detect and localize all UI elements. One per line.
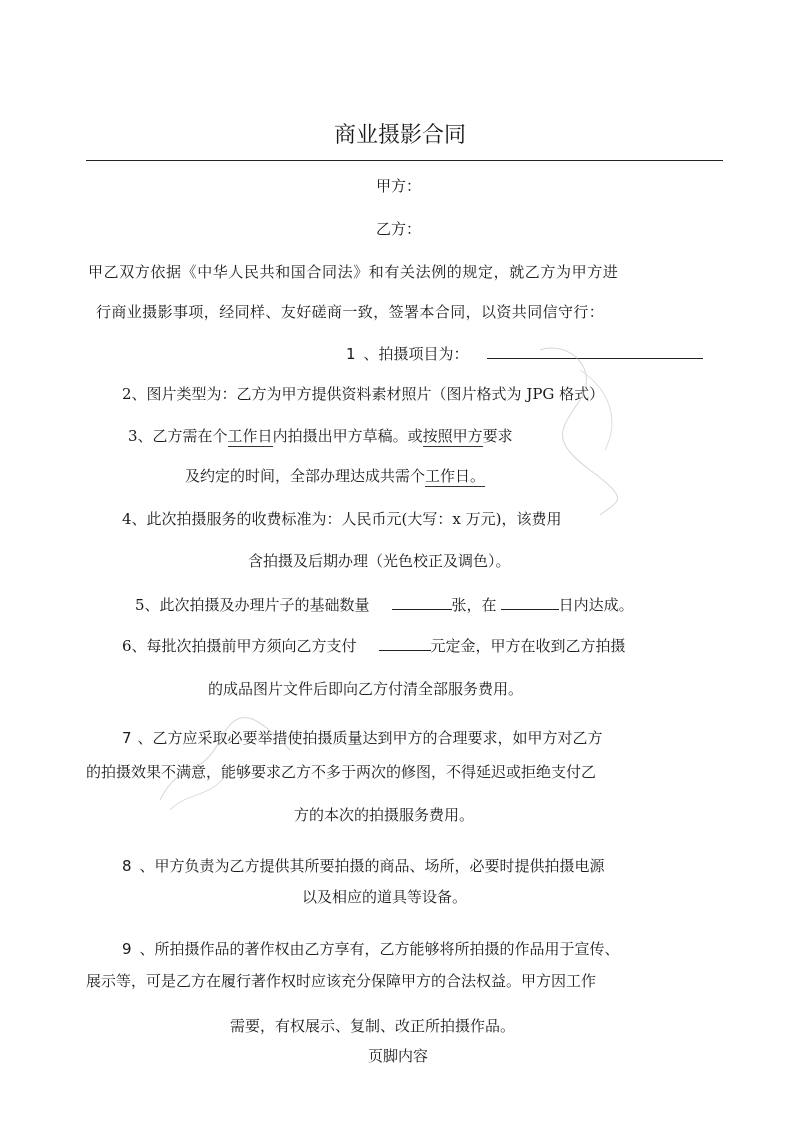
watermark-smudge (150, 700, 300, 820)
clause-1-text: 、拍摄项目为： (363, 345, 469, 363)
clause-9-line-2: 展示等，可是乙方在履行著作权时应该充分保障甲方的合法权益。甲方因工作 (86, 972, 597, 990)
days-blank (501, 595, 559, 610)
clause-5-text-c: 日内达成。 (558, 596, 634, 614)
clause-5-text-a: 5、此次拍摄及办理片子的基础数量 (135, 596, 370, 614)
clause-8-line-2: 以及相应的道具等设备。 (302, 888, 468, 906)
clause-3-text-c: 要求 (482, 427, 513, 445)
clause-6-line-1 (122, 636, 626, 656)
clause-8-text: 、甲方负责为乙方提供其所要拍摄的商品、场所，必要时提供拍摄电源 (139, 857, 605, 875)
clause-9-line-3: 需要，有权展示、复制、改正所拍摄作品。 (230, 1017, 516, 1035)
watermark-smudge (520, 330, 640, 520)
clause-7-text: 、乙方应采取必要举措使拍摄质量达到甲方的合理要求，如甲方对乙方 (137, 729, 603, 747)
clause-5-text-b: 张，在 (451, 596, 497, 614)
clause-3-line-2 (185, 466, 485, 486)
clause-1-number: 1 (346, 345, 356, 363)
page-footer: 页脚内容 (368, 1047, 429, 1065)
clause-9-line-1 (122, 939, 620, 959)
clause-3-text-b: 内拍摄出甲方草稿。或 (272, 427, 423, 445)
page-title: 商业摄影合同 (333, 123, 466, 148)
clause-3-underline-workday-2: 工作日。 (425, 467, 486, 485)
title-divider (86, 160, 723, 161)
clause-8-number: 8 (122, 857, 132, 875)
clause-3-line-1 (128, 426, 513, 446)
clause-9-text: 、所拍摄作品的著作权由乙方享有，乙方能够将所拍摄的作品用于宣传、 (139, 940, 620, 958)
party-b-label: 乙方： (376, 220, 422, 238)
clause-3-underline-per-party-a: 按照甲方 (422, 427, 483, 445)
clause-4-line-2: 含拍摄及后期办理（光色校正及调色）。 (248, 552, 511, 570)
quantity-blank (392, 595, 452, 610)
clause-9-number: 9 (122, 940, 132, 958)
clause-8-line-1 (122, 856, 605, 876)
clause-4-line-1: 4、此次拍摄服务的收费标准为：人民币元(大写：x 万元)，该费用 (122, 510, 562, 528)
clause-6-text-a: 6、每批次拍摄前甲方须向乙方支付 (122, 637, 357, 655)
clause-7-line-2: 的拍摄效果不满意，能够要求乙方不多于两次的修图，不得延迟或拒绝支付乙 (86, 763, 597, 781)
deposit-blank (379, 636, 431, 651)
clause-6-text-b: 元定金，甲方在收到乙方拍摄 (430, 637, 626, 655)
preamble-line-1: 甲乙双方依据《中华人民共和国合同法》和有关法例的规定，就乙方为甲方进 (88, 263, 619, 281)
preamble-line-2: 行商业摄影事项，经同样、友好磋商一致，签署本合同，以资共同信守行： (96, 303, 605, 321)
clause-5 (135, 595, 634, 615)
clause-7-line-3: 方的本次的拍摄服务费用。 (294, 806, 475, 824)
clause-3-underline-workday: 工作日 (227, 427, 273, 445)
clause-2: 2、图片类型为：乙方为甲方提供资料素材照片（图片格式为 JPG 格式） (122, 385, 605, 403)
clause-3-line-2-text: 及约定的时间，全部办理达成共需个 (185, 467, 426, 485)
party-a-label: 甲方： (376, 177, 422, 195)
clause-6-line-2: 的成品图片文件后即向乙方付清全部服务费用。 (208, 680, 524, 698)
clause-3-text-a: 3、乙方需在个 (128, 427, 228, 445)
clause-7-number: 7 (122, 729, 132, 747)
